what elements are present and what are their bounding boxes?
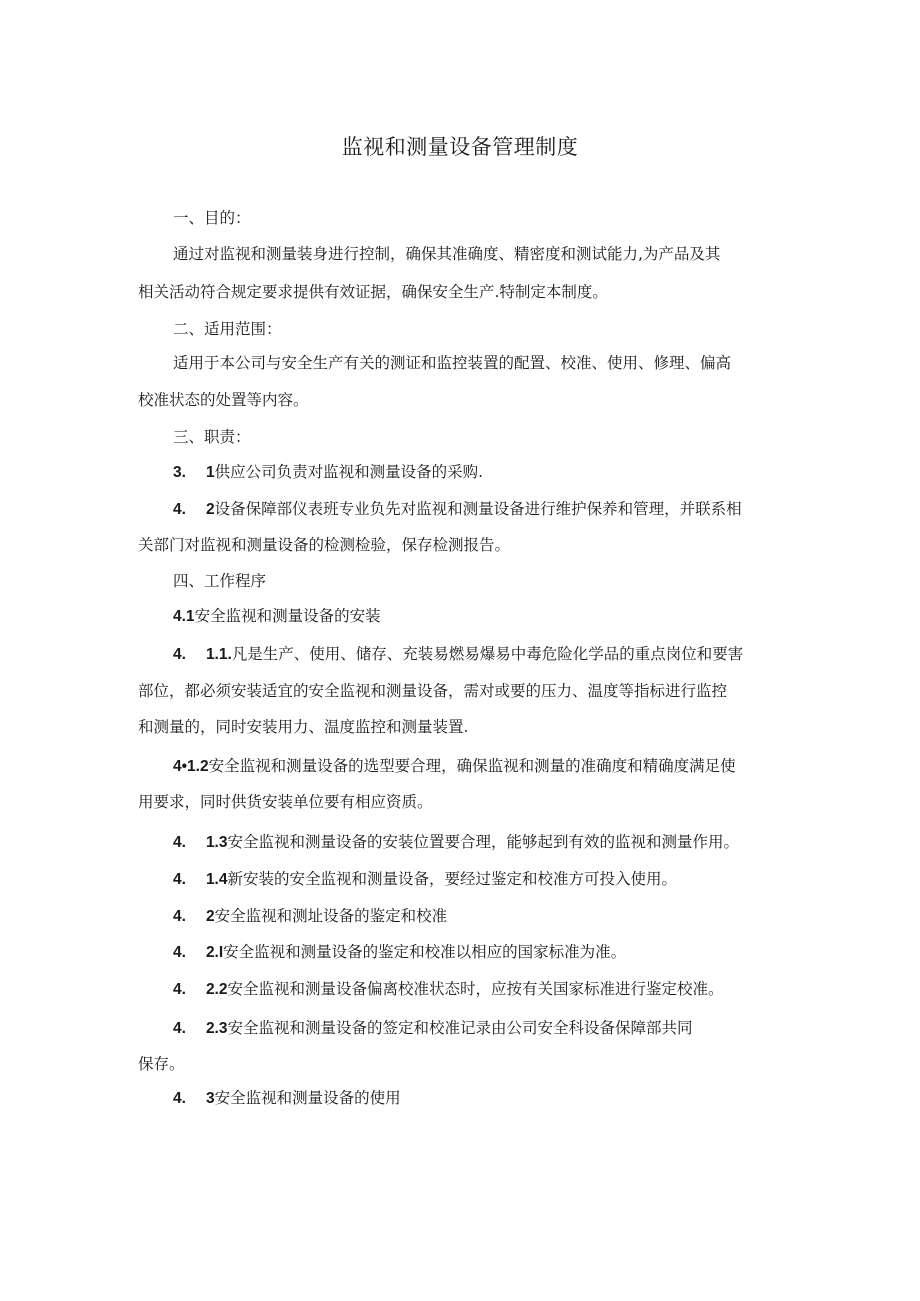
item-text: 设备保障部仪表班专业负先对监视和测量设备进行维护保养和管理，并联系相 [214,500,742,518]
item-number: 4. [173,944,186,961]
item-number: 4. [173,981,186,998]
item-text: 安全监视和测量设备的签定和校准记录由公司安全科设备保障部共同 [227,1019,693,1037]
item-subnumber: 2 [205,908,215,925]
scope-paragraph-line: 校准状态的处置等内容。 [138,391,309,409]
item-text: 凡是生产、使用、储存、充装易燃易爆易中毒危险化学品的重点岗位和要害 [231,645,744,663]
item-subnumber: 1.1. [205,646,232,663]
item-subnumber: 2.I [205,944,224,961]
procedure-item [173,905,447,928]
item-subnumber: 3 [205,1090,215,1107]
procedure-item [173,868,677,891]
item-number: 4. [173,1090,186,1107]
item-number: 4.1 [173,608,195,625]
item-text: 安全监视和测址设备的鉴定和校准 [214,907,448,925]
item-text: 安全监视和测量设备的安装 [194,607,381,625]
procedure-item [173,831,739,854]
item-number: 4. [173,908,186,925]
duty-item-continuation: 关部门对监视和测量设备的检测检验，保存检测报告。 [138,536,511,554]
section-heading-purpose: 一、目的： [173,209,251,227]
item-text: 安全监视和测量设备的安装位置要合理，能够起到有效的监视和测量作用。 [227,833,740,851]
procedure-item [173,755,736,778]
purpose-paragraph-line: 通过对监视和测量装身进行控制，确保其准确度、精密度和测试能力,为产品及其 [173,245,721,263]
procedure-item [173,643,743,666]
item-number: 4. [173,501,186,518]
duty-item [173,461,483,484]
item-text: 安全监视和测量设备的使用 [214,1089,401,1107]
item-number: 4. [173,1020,186,1037]
section-heading-duties: 三、职责： [173,428,251,446]
procedure-item [173,1087,401,1110]
item-subnumber: 1.3 [205,834,228,851]
procedure-item-continuation: 部位，都必须安装适宜的安全监视和测量设备，需对或要的压力、温度等指标进行监控 [138,682,728,700]
purpose-paragraph-line: 相关活动符合规定要求提供有效证据，确保安全生产.特制定本制度。 [138,283,608,301]
section-heading-procedure: 四、工作程序 [173,572,267,590]
document-title: 监视和测量设备管理制度 [341,135,579,159]
procedure-item [173,941,626,964]
item-text: 安全监视和测量设备偏离校准状态时，应按有关国家标准进行鉴定校准。 [227,980,724,998]
item-text: 安全监视和测量设备的鉴定和校准以相应的国家标准为准。 [223,943,627,961]
item-number: 4. [173,834,186,851]
item-subnumber: 1 [205,464,215,481]
scope-paragraph-line: 适用于本公司与安全生产有关的测证和监控装置的配置、校准、使用、修理、偏高 [173,354,732,372]
item-subnumber: 2.3 [205,1020,228,1037]
procedure-item-continuation: 保存。 [138,1055,185,1073]
item-number: 4•1.2 [173,758,209,775]
item-text: 供应公司负责对监视和测量设备的采购. [214,463,483,481]
procedure-item [173,978,724,1001]
item-text: 新安装的安全监视和测量设备，要经过鉴定和校准方可投入使用。 [227,870,678,888]
procedure-item-continuation: 和测量的，同时安装用力、温度监控和测量装置. [138,718,469,736]
procedure-item-continuation: 用要求，同时供货安装单位要有相应资质。 [138,793,433,811]
item-number: 3. [173,464,186,481]
item-number: 4. [173,646,186,663]
item-subnumber: 2.2 [205,981,228,998]
item-subnumber: 2 [205,501,215,518]
procedure-item [173,1017,693,1040]
section-heading-scope: 二、适用范围： [173,320,282,338]
procedure-item [173,605,381,628]
item-number: 4. [173,871,186,888]
item-subnumber: 1.4 [205,871,228,888]
item-text: 安全监视和测量设备的选型要合理，确保监视和测量的准确度和精确度满足使 [208,757,736,775]
duty-item [173,498,742,521]
